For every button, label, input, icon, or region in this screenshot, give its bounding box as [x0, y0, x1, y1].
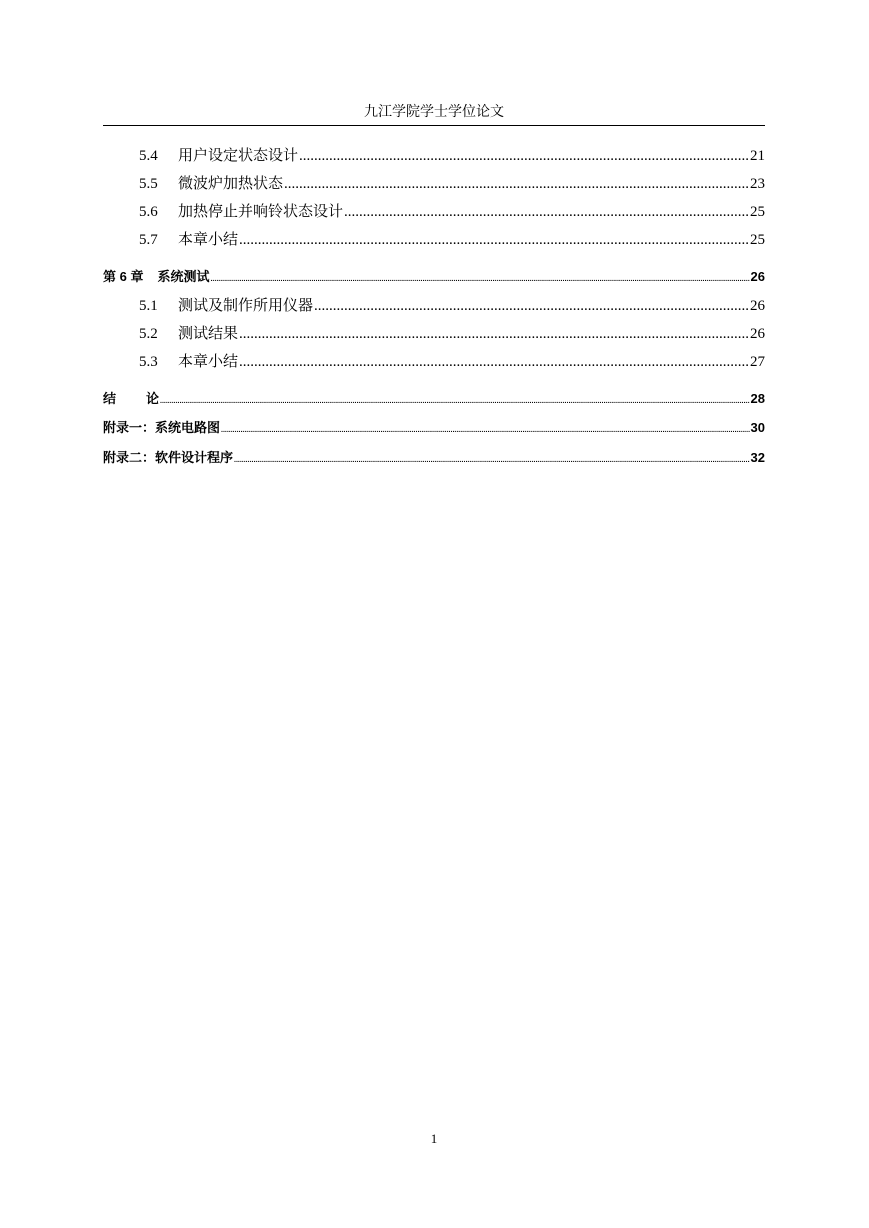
toc-leader-dots: [239, 229, 749, 251]
page-header-title: 九江学院学士学位论文: [364, 105, 504, 120]
toc-leader-dots: [239, 351, 749, 373]
toc-leader-dots: [284, 173, 749, 195]
toc-section-title: 本章小结: [178, 232, 239, 248]
toc-appendix-title: 附录二：软件设计程序: [103, 450, 234, 465]
toc-page-number: 25: [750, 232, 765, 248]
toc-entry-5-3[interactable]: [139, 351, 765, 373]
toc-section-title: 测试及制作所用仪器: [178, 298, 314, 314]
toc-entry-5-4[interactable]: [139, 145, 765, 167]
toc-entry-conclusion[interactable]: [103, 389, 765, 409]
toc-leader-dots: [299, 145, 749, 167]
toc-chapter-number: 第 6 章: [103, 269, 144, 284]
page-number: 1: [430, 1131, 438, 1146]
toc-section-number: 5.1: [139, 298, 158, 314]
toc-section-title: 测试结果: [178, 326, 239, 342]
toc-leader-dots: [221, 421, 750, 441]
toc-section-number: 5.4: [139, 148, 158, 164]
toc-entry-appendix-2[interactable]: [103, 448, 765, 468]
toc-leader-dots: [234, 451, 750, 471]
toc-page-number: 26: [750, 298, 765, 314]
toc-page-number: 23: [750, 176, 765, 192]
toc-leader-dots: [314, 295, 749, 317]
toc-page-number: 30: [750, 420, 765, 435]
toc-leader-dots: [210, 270, 749, 290]
toc-section-title: 微波炉加热状态: [178, 176, 284, 192]
toc-entry-5-6[interactable]: [139, 201, 765, 223]
toc-leader-dots: [160, 392, 750, 412]
toc-page-number: 25: [750, 204, 765, 220]
toc-appendix-title: 附录一：系统电路图: [103, 420, 221, 435]
toc-section-title: 用户设定状态设计: [178, 148, 299, 164]
toc-entry-5-1[interactable]: [139, 295, 765, 317]
toc-entry-appendix-1[interactable]: [103, 418, 765, 438]
toc-section-number: 5.5: [139, 176, 158, 192]
toc-page-number: 32: [750, 450, 765, 465]
toc-leader-dots: [344, 201, 749, 223]
toc-section-title: 加热停止并响铃状态设计: [178, 204, 344, 220]
toc-entry-5-2[interactable]: [139, 323, 765, 345]
toc-page-number: 26: [750, 326, 765, 342]
toc-page-number: 21: [750, 148, 765, 164]
toc-section-number: 5.7: [139, 232, 158, 248]
toc-section-number: 5.6: [139, 204, 158, 220]
toc-page-number: 28: [750, 391, 765, 406]
toc-page-number: 27: [750, 354, 765, 370]
toc-leader-dots: [239, 323, 749, 345]
header-divider: [103, 125, 765, 126]
toc-section-number: 5.3: [139, 354, 158, 370]
toc-entry-5-5[interactable]: [139, 173, 765, 195]
toc-conclusion-title-part1: 结: [103, 391, 117, 406]
toc-section-number: 5.2: [139, 326, 158, 342]
toc-conclusion-title-part2: 论: [146, 391, 160, 406]
toc-entry-chapter-6[interactable]: [103, 267, 765, 287]
toc-entry-5-7[interactable]: [139, 229, 765, 251]
toc-chapter-title: 系统测试: [157, 269, 210, 284]
toc-section-title: 本章小结: [178, 354, 239, 370]
toc-page-number: 26: [750, 269, 765, 284]
